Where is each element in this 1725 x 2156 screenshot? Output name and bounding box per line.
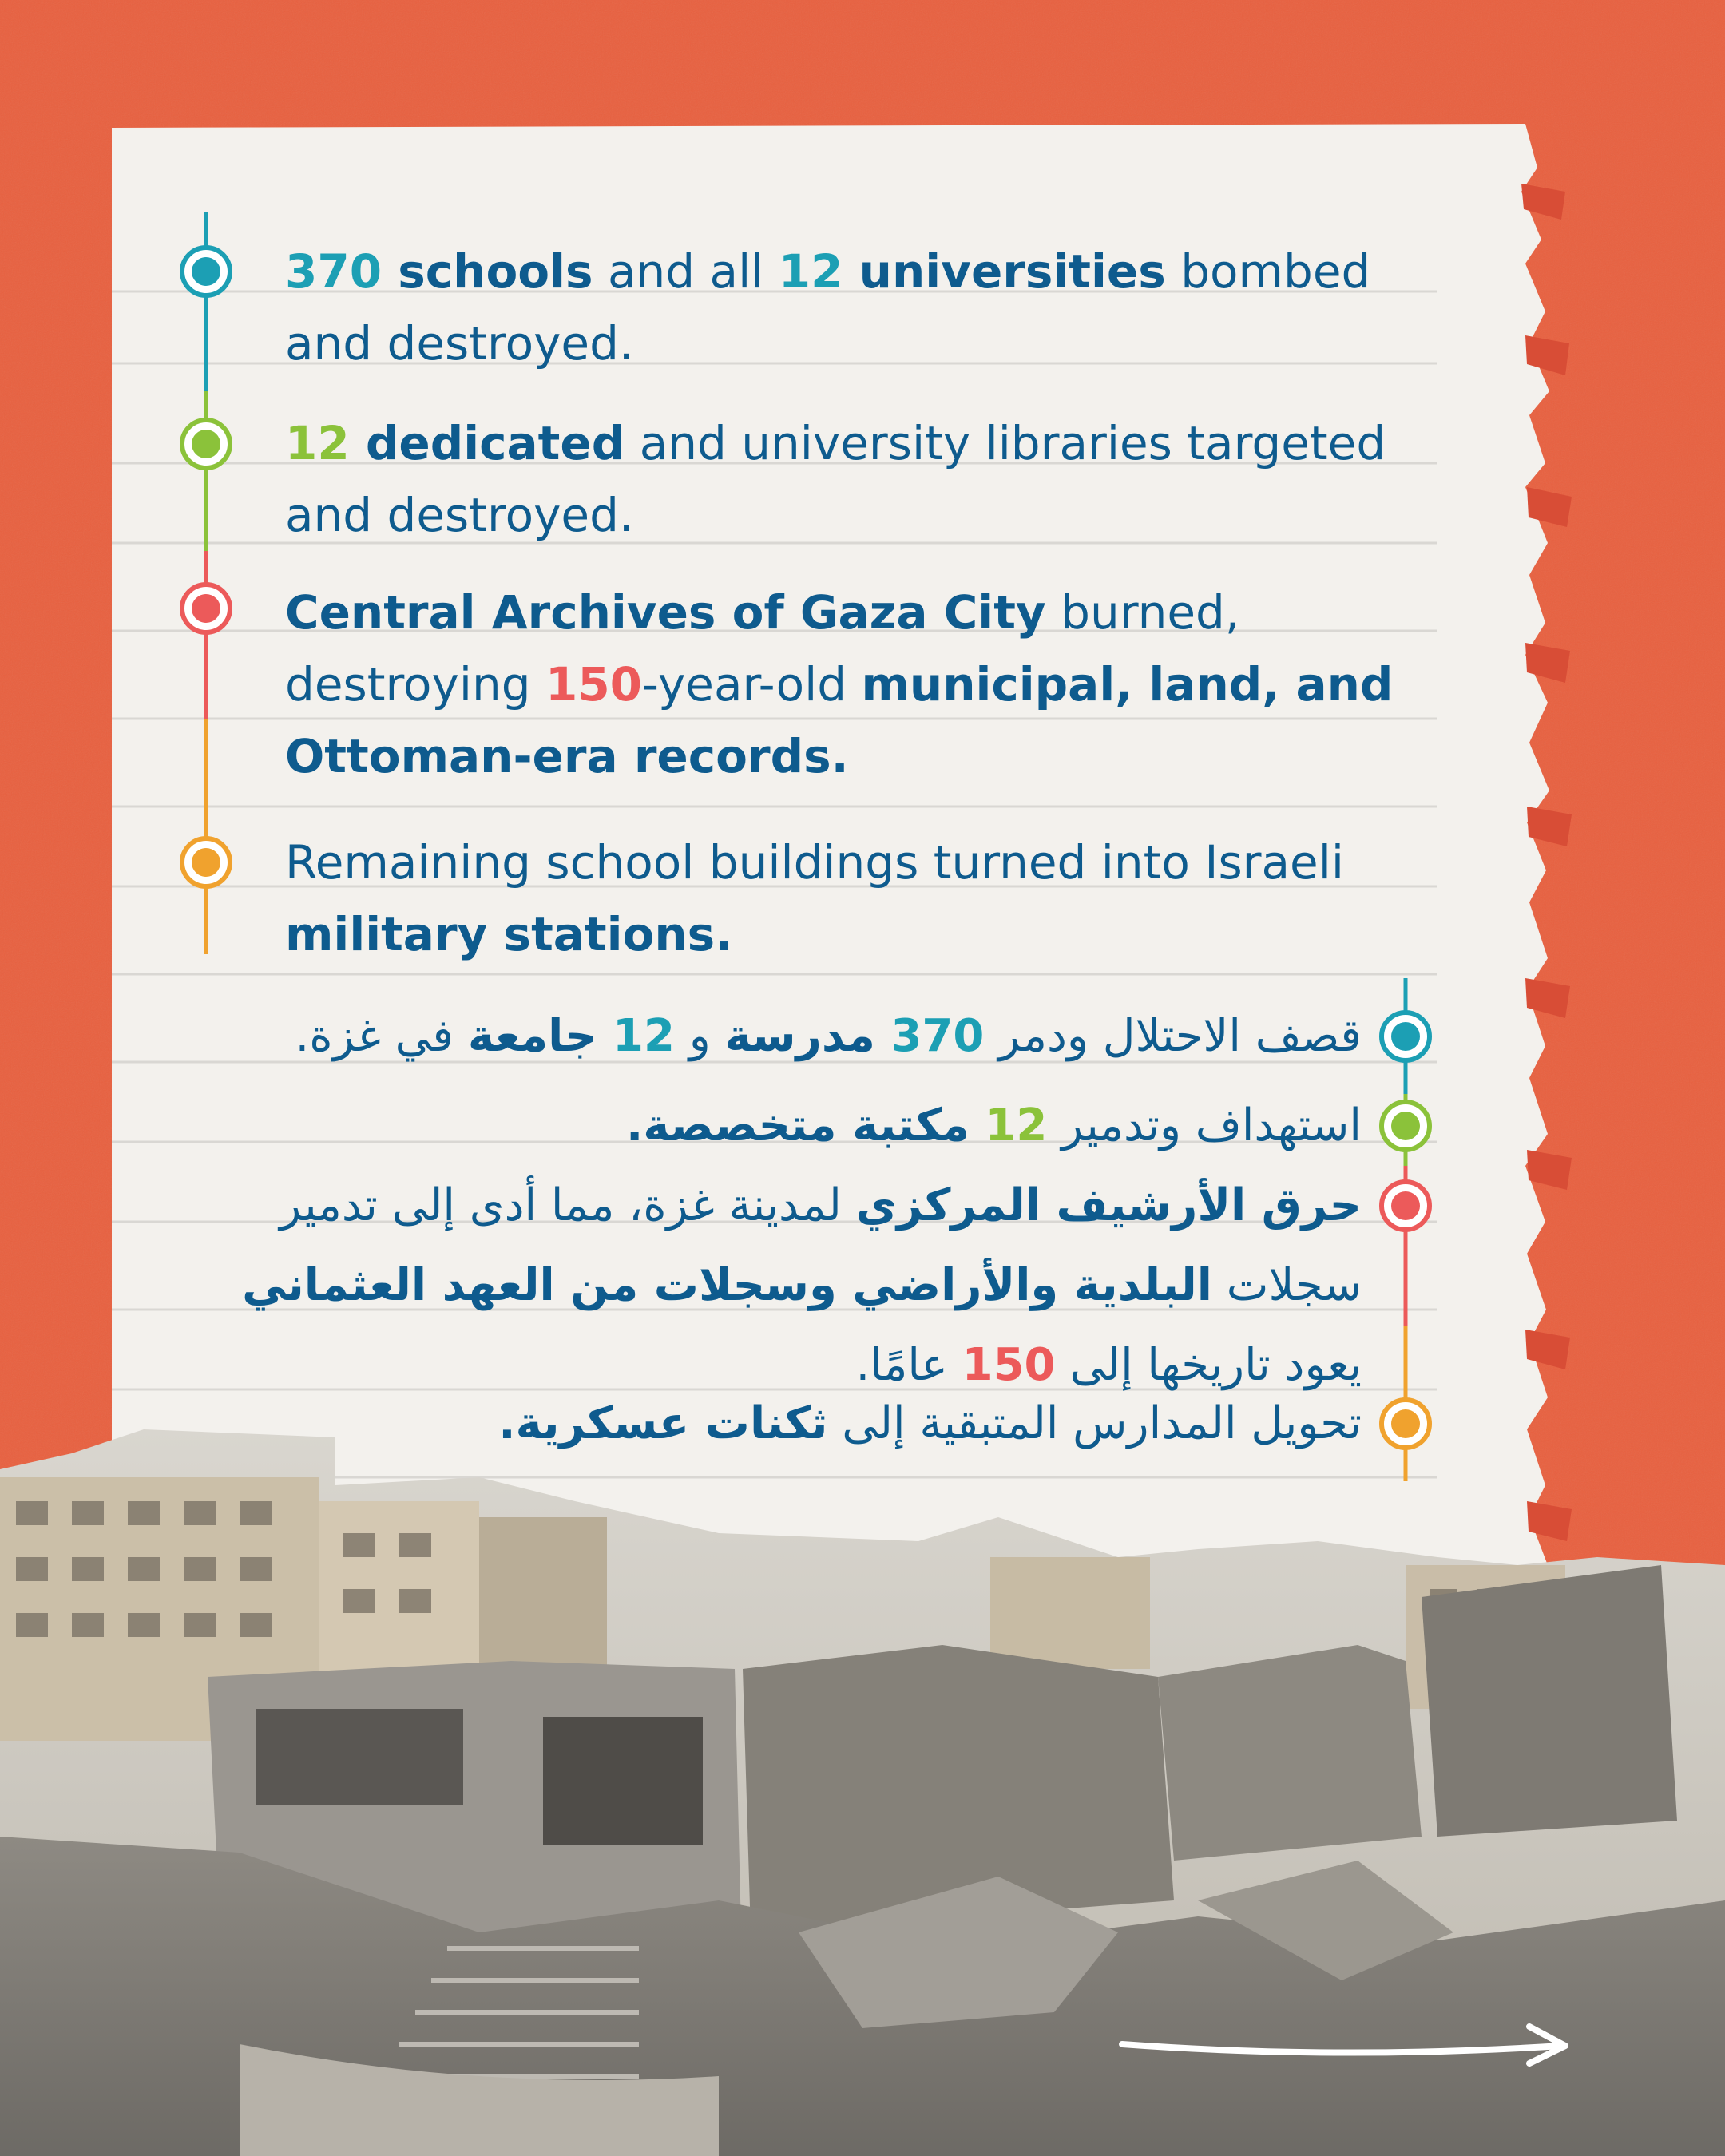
english-item-schools: 370 schools and all 12 universities bombed and destroyed.	[285, 244, 1371, 371]
arabic-item-libraries: استهداف وتدمير 12 مكتبة متخصصة.	[626, 1100, 1362, 1151]
english-item-archives: Central Archives of Gaza City burned, destroying 150-year-old municipal, land, and Ottoman-era records.	[285, 585, 1394, 783]
arabic-item-schools: قصف الاحتلال ودمر 370 مدرسة و 12 جامعة في غزة.	[295, 1010, 1362, 1062]
number-12: 12	[285, 416, 350, 470]
number-150: 150	[545, 657, 643, 711]
arabic-item-military: تحويل المدارس المتبقية إلى ثكنات عسكرية.	[498, 1397, 1362, 1449]
english-item-libraries: 12 dedicated and university libraries targeted and destroyed.	[285, 416, 1386, 542]
swipe-arrow-icon[interactable]	[1114, 2012, 1577, 2076]
arabic-item-archives: حرق الأرشيف المركزي لمدينة غزة، مما أدى إلى تدمير سجلات البلدية والأراضي وسجلات من العهد العثماني يعود تاريخها إلى 150 عامًا.	[242, 1179, 1362, 1391]
number-370: 370	[285, 244, 383, 299]
number-12: 12	[778, 244, 843, 299]
english-item-military: Remaining school buildings turned into Israeli military stations.	[285, 835, 1344, 961]
